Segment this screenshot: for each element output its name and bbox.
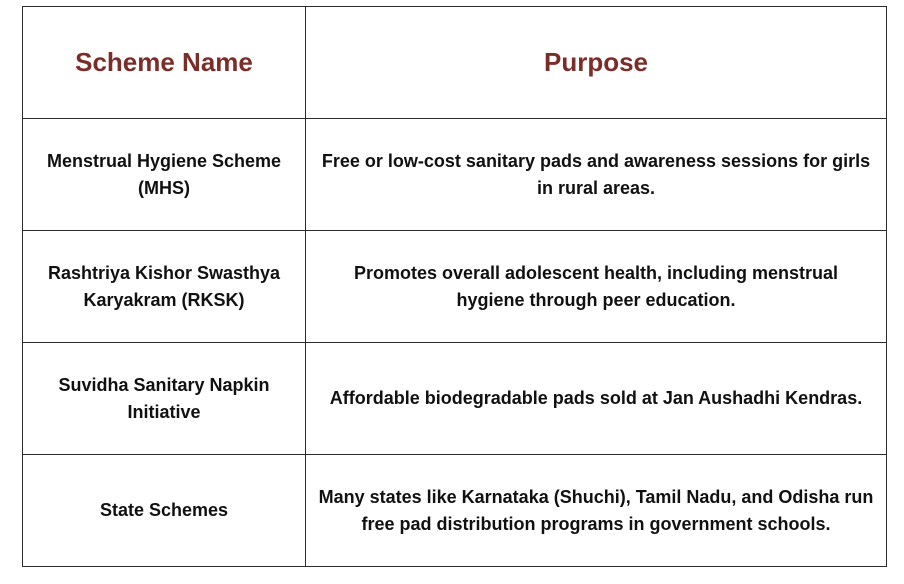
purpose-cell: Promotes overall adolescent health, including menstrual hygiene through peer education.: [306, 231, 887, 343]
scheme-name-cell: Rashtriya Kishor Swasthya Karyakram (RKSK): [23, 231, 306, 343]
table-row: [23, 455, 887, 567]
header-scheme-name: Scheme Name: [23, 7, 306, 119]
table-row: [23, 231, 887, 343]
table-header-row: [23, 7, 887, 119]
header-purpose: Purpose: [306, 7, 887, 119]
purpose-cell: Free or low-cost sanitary pads and awareness sessions for girls in rural areas.: [306, 119, 887, 231]
scheme-name-cell: Suvidha Sanitary Napkin Initiative: [23, 343, 306, 455]
schemes-table: [22, 6, 887, 567]
scheme-name-cell: State Schemes: [23, 455, 306, 567]
scheme-name-cell: Menstrual Hygiene Scheme (MHS): [23, 119, 306, 231]
table-row: [23, 343, 887, 455]
purpose-cell: Affordable biodegradable pads sold at Jan Aushadhi Kendras.: [306, 343, 887, 455]
purpose-cell: Many states like Karnataka (Shuchi), Tamil Nadu, and Odisha run free pad distribution programs in government schools.: [306, 455, 887, 567]
table-row: [23, 119, 887, 231]
